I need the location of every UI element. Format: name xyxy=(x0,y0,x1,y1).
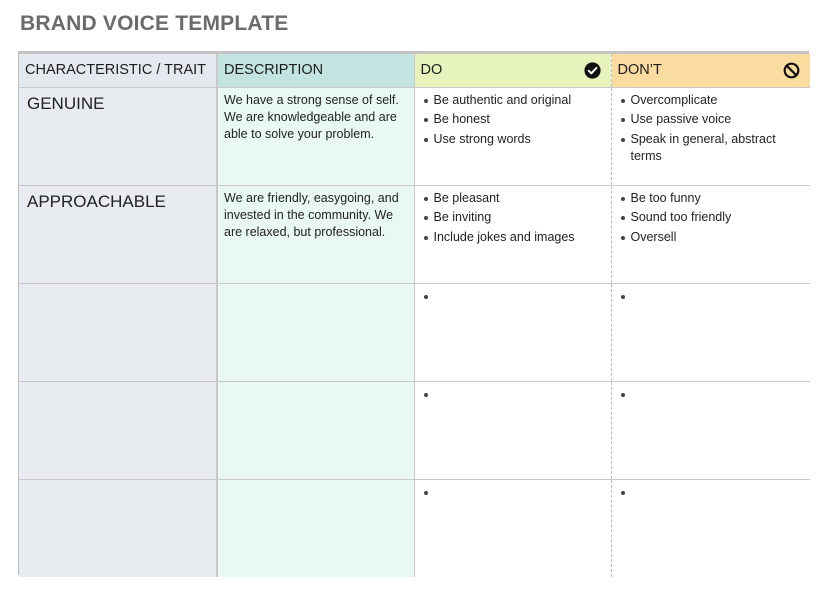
description-cell[interactable] xyxy=(217,283,414,381)
dont-cell[interactable] xyxy=(611,185,810,283)
dont-list-item xyxy=(618,484,805,501)
header-do-label: DO xyxy=(420,62,443,79)
header-description[interactable]: DESCRIPTION xyxy=(217,54,414,87)
do-list-item xyxy=(421,484,605,501)
dont-list-item xyxy=(618,288,805,305)
page-title: BRAND VOICE TEMPLATE xyxy=(20,12,289,35)
do-cell[interactable] xyxy=(414,185,611,283)
dont-cell[interactable] xyxy=(611,87,810,185)
header-do[interactable] xyxy=(414,54,611,87)
header-dont-label: DON’T xyxy=(617,62,662,79)
do-list-item xyxy=(421,386,605,403)
do-list-item: Include jokes and images xyxy=(421,229,605,246)
header-row xyxy=(19,54,810,87)
do-cell[interactable] xyxy=(414,283,611,381)
do-list xyxy=(421,92,605,148)
description-cell[interactable]: We have a strong sense of self. We are knowledgeable and are able to solve your problem. xyxy=(217,87,414,185)
do-list xyxy=(421,386,605,403)
do-cell[interactable] xyxy=(414,479,611,577)
dont-list-item: Use passive voice xyxy=(618,111,805,128)
dont-cell[interactable] xyxy=(611,381,810,479)
do-list xyxy=(421,484,605,501)
header-dont[interactable] xyxy=(611,54,810,87)
dont-cell[interactable] xyxy=(611,283,810,381)
do-cell[interactable] xyxy=(414,87,611,185)
dont-list xyxy=(618,288,805,305)
do-cell[interactable] xyxy=(414,381,611,479)
dont-list xyxy=(618,484,805,501)
do-list-item: Be honest xyxy=(421,111,605,128)
prohibited-icon xyxy=(783,62,800,79)
do-list xyxy=(421,288,605,305)
dont-list-item: Overcomplicate xyxy=(618,92,805,109)
header-trait[interactable]: CHARACTERISTIC / TRAIT xyxy=(19,54,217,87)
dont-list xyxy=(618,92,805,165)
dont-list xyxy=(618,386,805,403)
description-cell[interactable] xyxy=(217,381,414,479)
do-list xyxy=(421,190,605,246)
do-list-item: Be inviting xyxy=(421,209,605,226)
dont-list-item: Speak in general, abstract terms xyxy=(618,131,805,165)
description-cell[interactable] xyxy=(217,479,414,577)
dont-list-item: Sound too friendly xyxy=(618,209,805,226)
table-body xyxy=(19,87,810,577)
trait-cell[interactable] xyxy=(19,479,217,577)
dont-list xyxy=(618,190,805,246)
brand-voice-table xyxy=(18,51,809,575)
table-row xyxy=(19,87,810,185)
table-row xyxy=(19,185,810,283)
trait-cell[interactable] xyxy=(19,381,217,479)
table-row xyxy=(19,381,810,479)
dont-list-item: Be too funny xyxy=(618,190,805,207)
do-list-item xyxy=(421,288,605,305)
dont-list-item xyxy=(618,386,805,403)
do-list-item: Use strong words xyxy=(421,131,605,148)
description-cell[interactable]: We are friendly, easygoing, and invested in the community. We are relaxed, but professional. xyxy=(217,185,414,283)
trait-cell[interactable]: GENUINE xyxy=(19,87,217,185)
check-circle-icon xyxy=(584,62,601,79)
do-list-item: Be pleasant xyxy=(421,190,605,207)
dont-cell[interactable] xyxy=(611,479,810,577)
table-row xyxy=(19,479,810,577)
dont-list-item: Oversell xyxy=(618,229,805,246)
table-row xyxy=(19,283,810,381)
trait-cell[interactable]: APPROACHABLE xyxy=(19,185,217,283)
do-list-item: Be authentic and original xyxy=(421,92,605,109)
trait-cell[interactable] xyxy=(19,283,217,381)
